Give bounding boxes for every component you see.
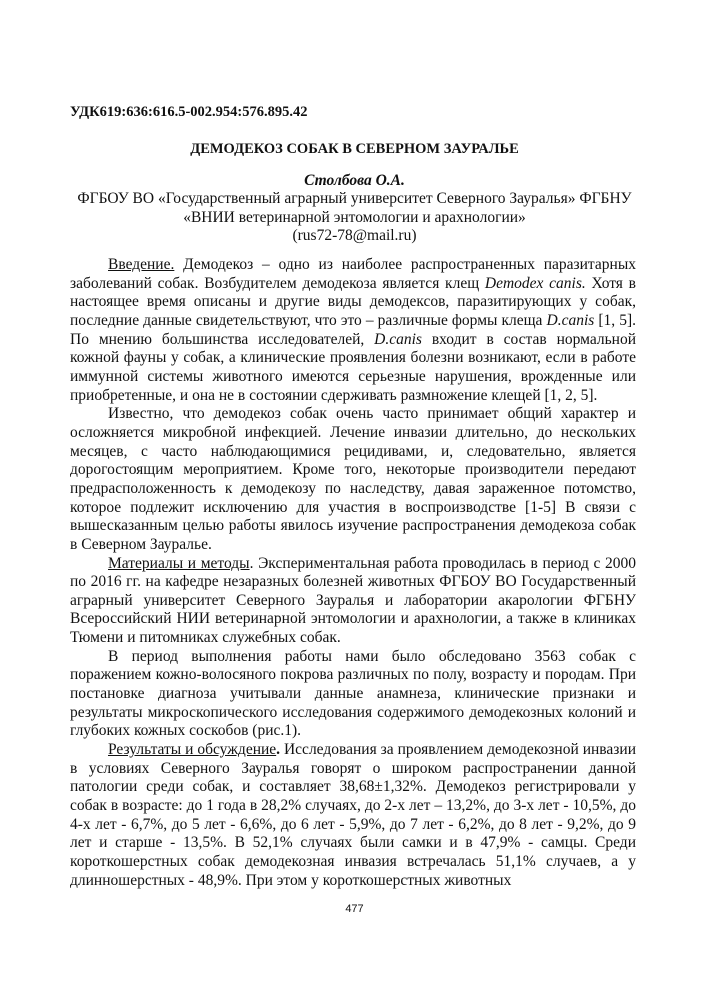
section-heading-methods: Материалы и методы	[108, 554, 250, 572]
affiliation-block	[0, 190, 709, 246]
text-run: Хотя в настоящее время описаны и другие виды демодексов, паразитирующих у собак, последние данные свидетельствуют, что это – различные формы клеща	[70, 274, 636, 329]
text-run: Демодекоз – одно из наиболее распространенных паразитарных заболеваний собак. Возбудителем демодекоза является клещ	[70, 256, 636, 292]
section-heading-results: Результаты и обсуждение	[108, 741, 277, 759]
paragraph-results	[70, 741, 636, 890]
heading-dot: .	[276, 741, 281, 759]
paragraph-introduction	[70, 256, 636, 405]
author-email: (rus72-78@mail.ru)	[292, 227, 417, 244]
species-name: D.canis	[546, 311, 595, 329]
page-number: 477	[345, 903, 364, 915]
affiliation-line: ФГБОУ ВО «Государственный аграрный университет Северного Зауралья» ФГБНУ	[77, 190, 632, 207]
species-name: Demodex canis.	[484, 274, 586, 292]
text-run: [1, 5]. По мнению большинства исследователей,	[70, 311, 636, 348]
text-run: . Экспериментальная работа проводилась в период с 2000 по 2016 гг. на кафедре незаразных болезней животных ФГБОУ ВО Государственный аграрный университет Северного Зауралья и лаборатории акарологии ФГБНУ Всероссийский НИИ ветеринарной энтомологии и арахнологии, а также в клиниках Тюмени и питомниках служебных собак.	[70, 554, 636, 647]
species-name: D.canis	[374, 330, 422, 348]
paragraph-sample: В период выполнения работы нами было обследовано 3563 собак с поражением кожно-волосяного покрова различных по полу, возрасту и породам. При постановке диагноза учитывали данные анамнеза, клинические признаки и результаты микроскопического исследования содержимого демодекозных колоний и глубоких кожных соскобов (рис.1).	[70, 647, 636, 740]
text-run: Исследования за проявлением демодекозной инвазии в условиях Северного Зауралья говорят о широком распространении данной патологии среди собак, и составляет 38,68±1,32%. Демодекоз регистрировали у собак в возрасте: до 1 года в 28,2% случаях, до 2-х лет – 13,2%, до 3-х лет - 10,5%, до 4-х лет - 6,7%, до 5 лет - 6,6%, до 6 лет - 5,9%, до 7 лет - 6,2%, до 8 лет - 9,2%, до 9 лет и старше - 13,5%. В 52,1% случаях были самки и в 47,9% - самцы. Среди короткошерстных собак демодекозная инвазия встречалась 51,1% случаев, а у длинношерстных - 48,9%. При этом у короткошерстных животных	[70, 741, 636, 889]
author-name: Столбова О.А.	[304, 172, 405, 189]
article-title: ДЕМОДЕКОЗ СОБАК В СЕВЕРНОМ ЗАУРАЛЬЕ	[190, 141, 519, 157]
text-run: входит в состав нормальной кожной фауны у собак, а клинические проявления болезни возникают, если в работе иммунной системы животного имеются серьезные нарушения, врожденные или приобретенные, и она не в состоянии сдерживать размножение клещей [1, 2, 5].	[70, 330, 636, 404]
article-body	[70, 256, 636, 890]
paragraph-methods	[70, 555, 636, 648]
paragraph-aim: Известно, что демодекоз собак очень часто принимает общий характер и осложняется микробной инфекцией. Лечение инвазии длительно, до нескольких месяцев, с часто наблюдающимися рецидивами, и, следовательно, является дорогостоящим мероприятием. Кроме того, некоторые производители передают предрасположенность к демодекозу по наследству, давая зараженное потомство, которое подлежит исключению для участия в воспроизводстве [1-5] В связи с вышесказанным целью работы явилось изучение распространения демодекоза собак в Северном Зауралье.	[70, 405, 636, 553]
section-heading-introduction: Введение.	[108, 256, 175, 273]
affiliation-line: «ВНИИ ветеринарной энтомологии и арахнологии»	[183, 208, 526, 226]
udk-code: УДК619:636:616.5-002.954:576.895.42	[70, 104, 308, 120]
